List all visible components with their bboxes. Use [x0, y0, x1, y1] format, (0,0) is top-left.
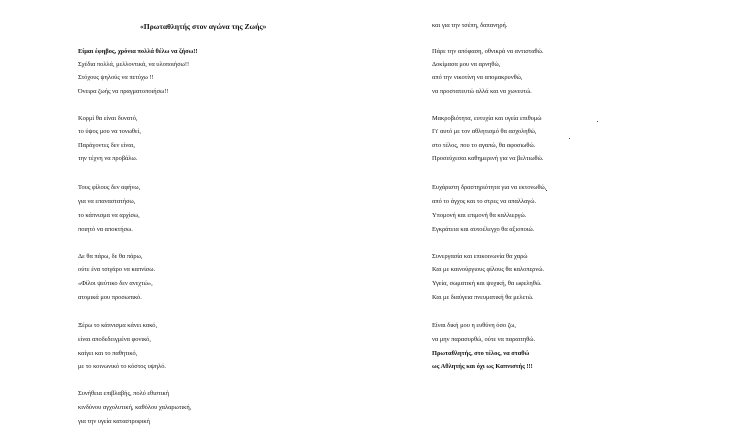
poem-line: ως Αθλητής και όχι ως Καπνιστής !!!	[432, 363, 533, 370]
poem-line: Σχέδια πολλά, μελλοντικά, να υλοποιήσω!!	[78, 61, 190, 68]
poem-line: Στόχους ψηλούς να πετύχω !!	[78, 74, 154, 81]
poem-line: και για την τσέπη, δαπανηρή.	[432, 22, 508, 29]
poem-line: με το κοινωνικό το κόστος υψηλό.	[78, 363, 167, 370]
poem-line: κινδύνου αγχολυτική, καθόλου χαλαρωτική,	[78, 404, 192, 411]
poem-line: Πρωταθλητής, στο τέλος, να σταθώ	[432, 350, 530, 357]
poem-line: Δε θα πάρω, δε θα πάρω,	[78, 253, 143, 260]
poem-line: Μακροβιότητα, ευτυχία και υγεία επιθυμώ	[432, 115, 542, 122]
poem-line: από το άγχος και το στρες να απαλλαγώ.	[432, 198, 537, 205]
poem-line: Υγεία, σωματική και ψυχική, θα ωφεληθώ.	[432, 280, 542, 287]
poem-line: Δοκίμασα μου να αρνηθώ,	[432, 61, 501, 68]
poem-line: Παράγοντες δεν είναι,	[78, 142, 135, 149]
poem-line: Όνειρα ζωής να πραγματοποιήσω!!	[78, 88, 169, 95]
poem-line: Συνήθεια επιβλαβής, πολύ εθιστική	[78, 390, 170, 397]
poem-line: ούτε ένα τσιγάρο να καπνίσω.	[78, 266, 156, 273]
poem-line: Και με καινούργιους φίλους θα καλοπερνώ.	[432, 266, 545, 273]
scan-speck	[569, 138, 570, 139]
poem-line: καίγει και το παθητικό,	[78, 350, 138, 357]
poem-line: Πάρε την απόφαση, οθνικρά να αντισταθώ.	[432, 48, 544, 55]
poem-line: ατομικά μου προσωπικό.	[78, 294, 142, 301]
poem-line: είναι αποδεδειγμένα φονικό,	[78, 336, 151, 343]
poem-line: Κορμί θα είναι δυνατό,	[78, 115, 138, 122]
poem-line: το κάπνισμα να αρχίσω,	[78, 212, 140, 219]
poem-title: «Πρωταθλητής στον αγώνα της Ζωής»	[140, 22, 267, 31]
poem-line: Γι' αυτό με τον αθλητισμό θα ασχοληθώ,	[432, 128, 537, 135]
poem-line: στο τέλος, που το αγαπώ, θα αφοσιωθώ.	[432, 142, 536, 149]
poem-line: ποιητό να αποκτήσω.	[78, 226, 133, 233]
poem-line: Ευχάριστη δραστηριότητα για να εκτονωθώ,	[432, 184, 547, 191]
poem-line: Υπομονή και επιμονή θα καλλιεργώ.	[432, 212, 527, 219]
poem-line: Συνεργασία και επικοινωνία θα χαρώ	[432, 253, 528, 260]
poem-line: από την νικοτίνη να απομακρυνθώ,	[432, 74, 523, 81]
poem-line: για την υγεία καταστροφική	[78, 418, 150, 425]
poem-line: Προσεύχεσαι καθημερινή για να βελτιωθώ.	[432, 155, 544, 162]
poem-line: Και με διαύγεια πνευματική θα μελετώ.	[432, 294, 534, 301]
poem-line: να προστατευτώ αλλά και να χωνευτώ.	[432, 88, 532, 95]
poem-line: για να επαναστατήσω,	[78, 198, 136, 205]
scan-speck	[597, 121, 598, 122]
poem-line: «Φίλοι ψεύτικο δεν ανεχτώ»,	[78, 280, 153, 287]
poem-line: Είμαι έφηβος, χρόνια πολλά θέλω να ζήσω!!	[78, 48, 198, 55]
poem-line: να μην παρασυρθώ, ούτε να παραιτηθώ.	[432, 336, 536, 343]
poem-line: Εγκράτεια και αυτοέλεγχο θα αξιοποιώ.	[432, 226, 535, 233]
poem-line: την τέχνη να προβάλω.	[78, 155, 138, 162]
poem-line: Τους φίλους δεν αφήνω,	[78, 184, 141, 191]
scan-speck	[546, 190, 547, 191]
poem-line: Ξέρω το κάπνισμα κάνει κακό,	[78, 322, 158, 329]
poem-line: το ύψος μου να τονωθεί,	[78, 128, 141, 135]
poem-line: Είναι δική μου η ευθύνη όσο ζω,	[432, 322, 516, 329]
